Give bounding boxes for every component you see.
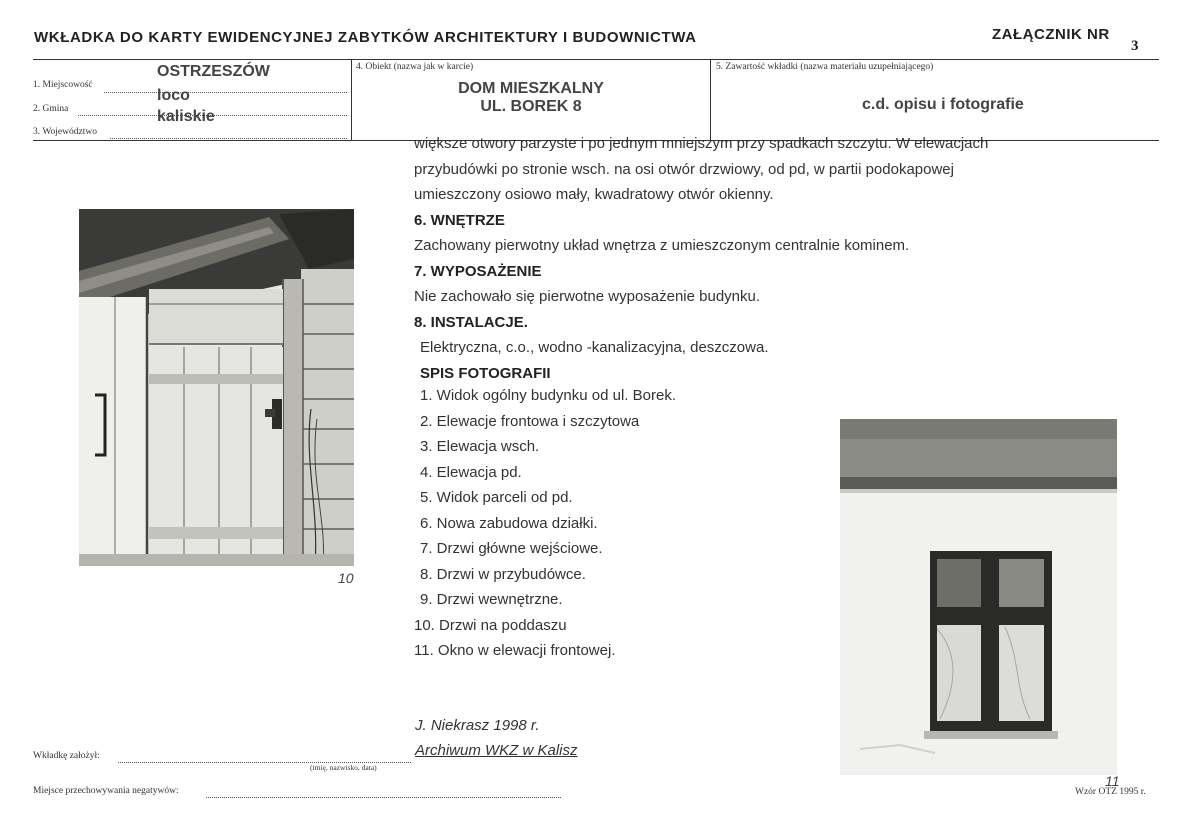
list-item: 7. Drzwi główne wejściowe.	[420, 540, 603, 557]
author-signature: J. Niekrasz 1998 r.	[415, 717, 540, 734]
zalozyl-hint: (imię, nazwisko, data)	[310, 763, 377, 772]
intro-line-3: umieszczony osiowo mały, kwadratowy otwór okienny.	[414, 186, 774, 203]
value-gmina: loco	[157, 87, 190, 104]
label-obiekt: 4. Obiekt (nazwa jak w karcie)	[356, 62, 474, 72]
section-8-text: Elektryczna, c.o., wodno -kanalizacyjna, deszczowa.	[420, 339, 769, 356]
section-7-heading: 7. WYPOSAŻENIE	[414, 262, 542, 280]
label-miejscowosc: 1. Miejscowość	[33, 80, 93, 90]
value-wojewodztwo: kaliskie	[157, 108, 215, 125]
list-item: 5. Widok parceli od pd.	[420, 489, 573, 506]
photo-door-attic-icon	[79, 209, 354, 566]
list-item: 6. Nowa zabudowa działki.	[420, 514, 598, 532]
list-item: 3. Elewacja wsch.	[420, 438, 540, 455]
photo-door-attic	[79, 209, 354, 566]
list-item: 2. Elewacje frontowa i szczytowa	[420, 412, 640, 430]
list-item: 8. Drzwi w przybudówce.	[420, 565, 586, 583]
value-miejscowosc: OSTRZESZÓW	[157, 63, 270, 80]
list-item: 1. Widok ogólny budynku od ul. Borek.	[420, 387, 676, 404]
form-divider-2	[710, 59, 711, 140]
list-item: 4. Elewacja pd.	[420, 463, 522, 481]
label-negatywy: Miejsce przechowywania negatywów:	[33, 786, 179, 796]
section-6-text: Zachowany pierwotny układ wnętrza z umieszczonym centralnie kominem.	[414, 237, 910, 254]
value-obiekt-line2: UL. BOREK 8	[480, 98, 582, 115]
photo-list	[414, 383, 676, 664]
label-zalozyl: Wkładkę założył:	[33, 751, 100, 761]
label-gmina: 2. Gmina	[33, 104, 69, 114]
section-6-heading: 6. WNĘTRZE	[414, 211, 505, 229]
description-text	[414, 131, 1134, 386]
photo-list-heading: SPIS FOTOGRAFII	[420, 364, 551, 382]
list-item: 11. Okno w elewacji frontowej.	[414, 642, 616, 659]
label-zawartosc: 5. Zawartość wkładki (nazwa materiału uzupełniającego)	[716, 62, 934, 72]
value-obiekt-line1: DOM MIESZKALNY	[458, 80, 604, 97]
dots-miejscowosc	[104, 92, 347, 93]
form-title: WKŁADKA DO KARTY EWIDENCYJNEJ ZABYTKÓW ARCHITEKTURY I BUDOWNICTWA	[34, 29, 697, 46]
template-version: Wzór OTZ 1995 r.	[1075, 787, 1146, 797]
value-zawartosc: c.d. opisu i fotografie	[862, 96, 1024, 113]
form-top-border	[33, 59, 1159, 60]
intro-line-2: przybudówki po stronie wsch. na osi otwór drzwiowy, od pd, w partii podokapowej	[414, 160, 954, 178]
photo-number-left: 10	[338, 570, 354, 586]
section-8-heading: 8. INSTALACJE.	[414, 313, 528, 331]
photo-number-right: 11	[1105, 773, 1120, 789]
photo-window-facade	[840, 419, 1117, 775]
photo-window-facade-icon	[840, 419, 1117, 775]
list-item: 9. Drzwi wewnętrzne.	[420, 591, 563, 608]
attachment-label: ZAŁĄCZNIK NR	[992, 26, 1110, 43]
intro-line-1: większe otwory parzyste i po jednym mniejszym przy spadkach szczytu. W elewacjach	[414, 135, 989, 152]
list-item: 10. Drzwi na poddaszu	[414, 616, 567, 634]
dots-wojewodztwo	[110, 138, 347, 139]
label-wojewodztwo: 3. Województwo	[33, 127, 97, 137]
attachment-number: 3	[1131, 38, 1139, 54]
archive-signature: Archiwum WKZ w Kalisz	[415, 742, 578, 759]
dots-negatywy	[206, 797, 561, 798]
section-7-text: Nie zachowało się pierwotne wyposażenie budynku.	[414, 288, 761, 305]
